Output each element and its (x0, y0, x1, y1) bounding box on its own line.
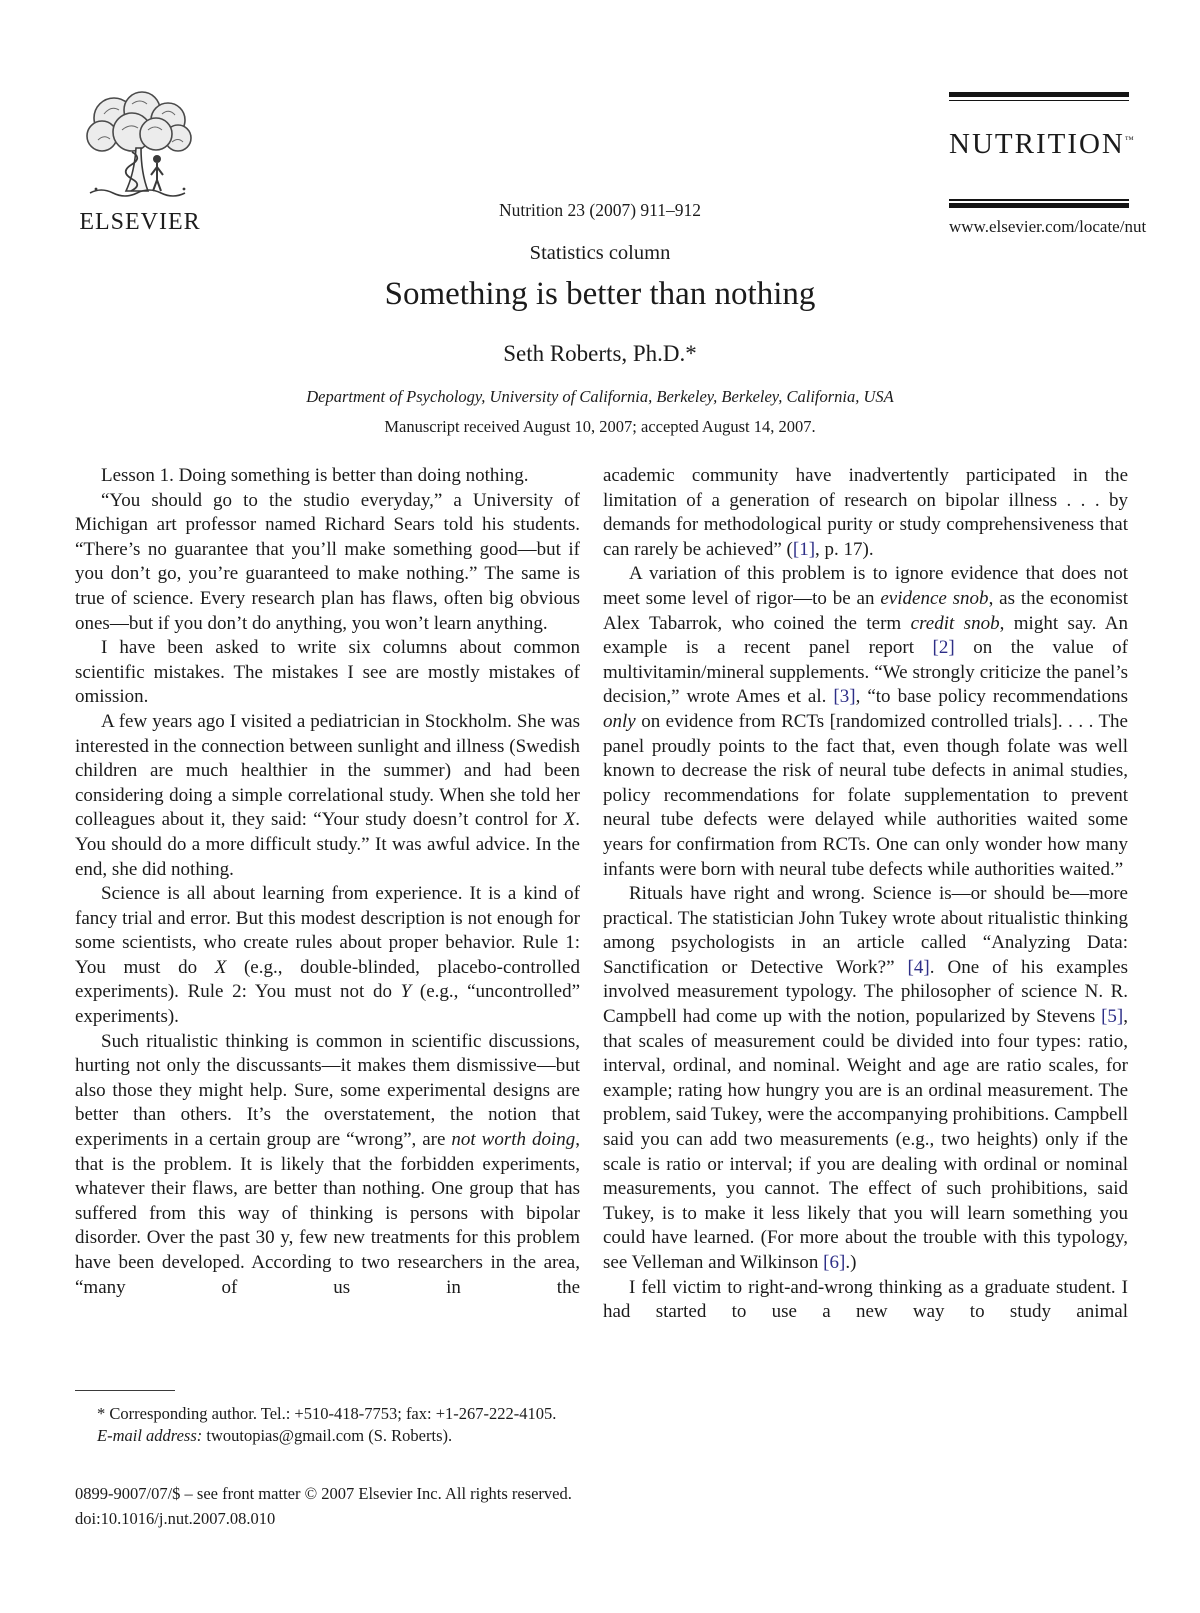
text-run: , as the economist Alex Tabarrok, who coined the term (603, 587, 1128, 634)
left-column (75, 464, 580, 1352)
journal-name (949, 128, 1136, 161)
paragraph (603, 464, 1128, 562)
text-run: Rituals have right and wrong. Science is—or should be—more practical. The statistician John Tukey wrote about ritualistic thinking among psychologists in an article called “Analyzing Data: Sanctification or Detective Work?” (603, 883, 1128, 978)
paragraph (603, 882, 1128, 1276)
paragraph (603, 562, 1128, 882)
text-run: A few years ago I visited a pediatrician in Stockholm. She was interested in the connection between sunlight and illness (Swedish children are much healthier in the summer) and had been considering doing a simple correlational study. When she told her colleagues about it, they said: “Your study doesn’t control for (75, 710, 580, 831)
paragraph (75, 882, 580, 1030)
citation-link[interactable]: [1] (792, 538, 816, 560)
italic-text: E-mail address: (97, 1426, 203, 1445)
article-title: Something is better than nothing (384, 276, 816, 312)
italic-text: evidence snob (880, 587, 989, 609)
copyright-line: 0899-9007/07/$ – see front matter © 2007 Elsevier Inc. All rights reserved. (75, 1484, 572, 1503)
footnote-block (75, 1390, 580, 1447)
italic-text: X (563, 809, 576, 831)
text-run: on evidence from RCTs [randomized controlled trials]. . . . The panel proudly points to the fact that, even though folate was well known to decrease the risk of neural tube defects in animal studies, policy recommendations for folate supplementation to prevent neural tube defects were delayed while authorities waited some years for confirmation from RCTs. One can only wonder how many infants were born with neural tube defects while authorities waited.” (603, 710, 1128, 880)
paragraph (75, 636, 580, 710)
journal-url[interactable]: www.elsevier.com/locate/nut (949, 217, 1147, 236)
text-run: (e.g., double-blinded, placebo-controlled experiments). Rule 2: You must not do (75, 956, 580, 1003)
text-run: (S. Roberts). (364, 1426, 453, 1445)
journal-citation-line: Nutrition 23 (2007) 911–912 (498, 200, 702, 220)
paragraph (75, 1403, 580, 1425)
citation-link[interactable]: [4] (907, 956, 930, 978)
text-run: .) (845, 1252, 857, 1273)
text-run: . One of his examples involved measurement typology. The philosopher of science N. R. Campbell had come up with the notion, popularized by Stevens (603, 956, 1128, 1028)
journal-masthead (949, 92, 1147, 237)
citation-link[interactable]: [2] (932, 637, 955, 659)
text-run: on the value of multivitamin/mineral supplements. “We strongly criticize the panel’s decision,” wrote Ames et al. (603, 637, 1128, 708)
journal-name-text: NUTRITION (949, 128, 1125, 160)
footnote-rule (75, 1390, 175, 1391)
italic-text: credit snob (910, 612, 1000, 634)
paragraph (75, 1425, 580, 1447)
citation-link[interactable]: [5] (1101, 1006, 1124, 1028)
text-run: . You should do a more difficult study.” It was awful advice. In the end, she did nothing. (75, 809, 580, 880)
text-run: * Corresponding author. Tel.: +510-418-7753; fax: +1-267-222-4105. (97, 1404, 557, 1423)
text-run: , “to base policy recommendations (855, 686, 1128, 708)
italic-text: not worth doing (451, 1129, 576, 1151)
manuscript-history: Manuscript received August 10, 2007; accepted August 14, 2007. (384, 417, 816, 436)
text-run: Such ritualistic thinking is common in scientific discussions, hurting not only the discussants—it makes them dismissive—but also those they might help. Sure, some experimental designs are better than others. It’s the overstatement, the notion that experiments in a certain group are “wrong”, are (75, 1030, 580, 1151)
publisher-name: ELSEVIER (79, 209, 201, 235)
italic-text: Y (400, 981, 412, 1003)
elsevier-tree-logo (74, 90, 206, 202)
text-run: , p. 17). (815, 538, 874, 560)
text-run: A variation of this problem is to ignore evidence that does not meet some level of rigor—to be an (603, 563, 1128, 609)
text-run: , that is the problem. It is likely that the forbidden experiments, whatever their flaws, are better than nothing. One group that has suffered from this way of thinking is persons with bipolar disorder. Over the past 30 y, few new treatments for this problem have been developed. According to two researchers in the area, “many of us in the (75, 1129, 580, 1298)
section-label: Statistics column (529, 242, 671, 264)
double-rule-top (949, 92, 1129, 101)
author-name: Seth Roberts, Ph.D.* (503, 341, 697, 366)
doi-line: doi:10.1016/j.nut.2007.08.010 (75, 1509, 276, 1528)
citation-link[interactable]: [6] (823, 1252, 846, 1273)
page-footer (75, 1481, 572, 1531)
trademark-symbol: ™ (1124, 134, 1136, 145)
paragraph (75, 1030, 580, 1301)
paragraph (603, 1276, 1128, 1325)
paragraph (75, 489, 580, 637)
text-run: Lesson 1. Doing something is better than doing nothing. (101, 465, 529, 486)
text-run: I fell victim to right-and-wrong thinking as a graduate student. I had started to use a new way to study animal (603, 1276, 1128, 1323)
article-body (75, 464, 1128, 1464)
text-run: (e.g., “uncontrolled” experiments). (75, 981, 580, 1028)
text-run: I have been asked to write six columns about common scientific mistakes. The mistakes I see are mostly mistakes of omission. (75, 637, 580, 708)
author-affiliation: Department of Psychology, University of California, Berkeley, Berkeley, California, USA (306, 387, 894, 406)
double-rule-bottom (949, 199, 1129, 208)
text-run: “You should go to the studio everyday,” a University of Michigan art professor named Richard Sears told his students. “There’s no guarantee that you’ll make something good—but if you don’t go, you’re guaranteed to make nothing.” The same is true of science. Every research plan has flaws, often big obvious ones—but if you don’t do anything, you won’t learn anything. (75, 489, 580, 634)
paragraph (75, 710, 580, 882)
footnote-lines (75, 1403, 580, 1447)
text-run: academic community have inadvertently participated in the limitation of a generation of research on bipolar illness . . . by demands for methodological purity or study comprehensiveness that can rarely be achieved” ( (603, 465, 1128, 560)
italic-text: X (214, 956, 227, 978)
italic-text: only (603, 710, 636, 732)
paragraph (75, 464, 580, 489)
text-run: , might say. An example is a recent panel report (603, 612, 1128, 659)
right-column (603, 464, 1128, 1464)
citation-link[interactable]: [3] (833, 686, 856, 708)
text-run: , that scales of measurement could be divided into four types: ratio, interval, ordinal, and nominal. Weight and age are ratio scales, for example; rating how hungry you are is an ordinal measurement. The problem, said Tukey, were the accompanying prohibitions. Campbell said you can add two measurements (e.g., two heights) only if the scale is ratio or interval; if you are dealing with ordinal or nominal measurements, you cannot. The effect of such prohibitions, said Tukey, is to make it less likely that you will learn something you could have learned. (For more about the trouble with this typology, see Velleman and Wilkinson (603, 1006, 1128, 1273)
email-link[interactable]: twoutopias@gmail.com (206, 1426, 365, 1445)
text-run: Science is all about learning from experience. It is a kind of fancy trial and error. But this modest description is not enough for some scientists, who create rules about proper behavior. Rule 1: You must do (75, 883, 580, 978)
